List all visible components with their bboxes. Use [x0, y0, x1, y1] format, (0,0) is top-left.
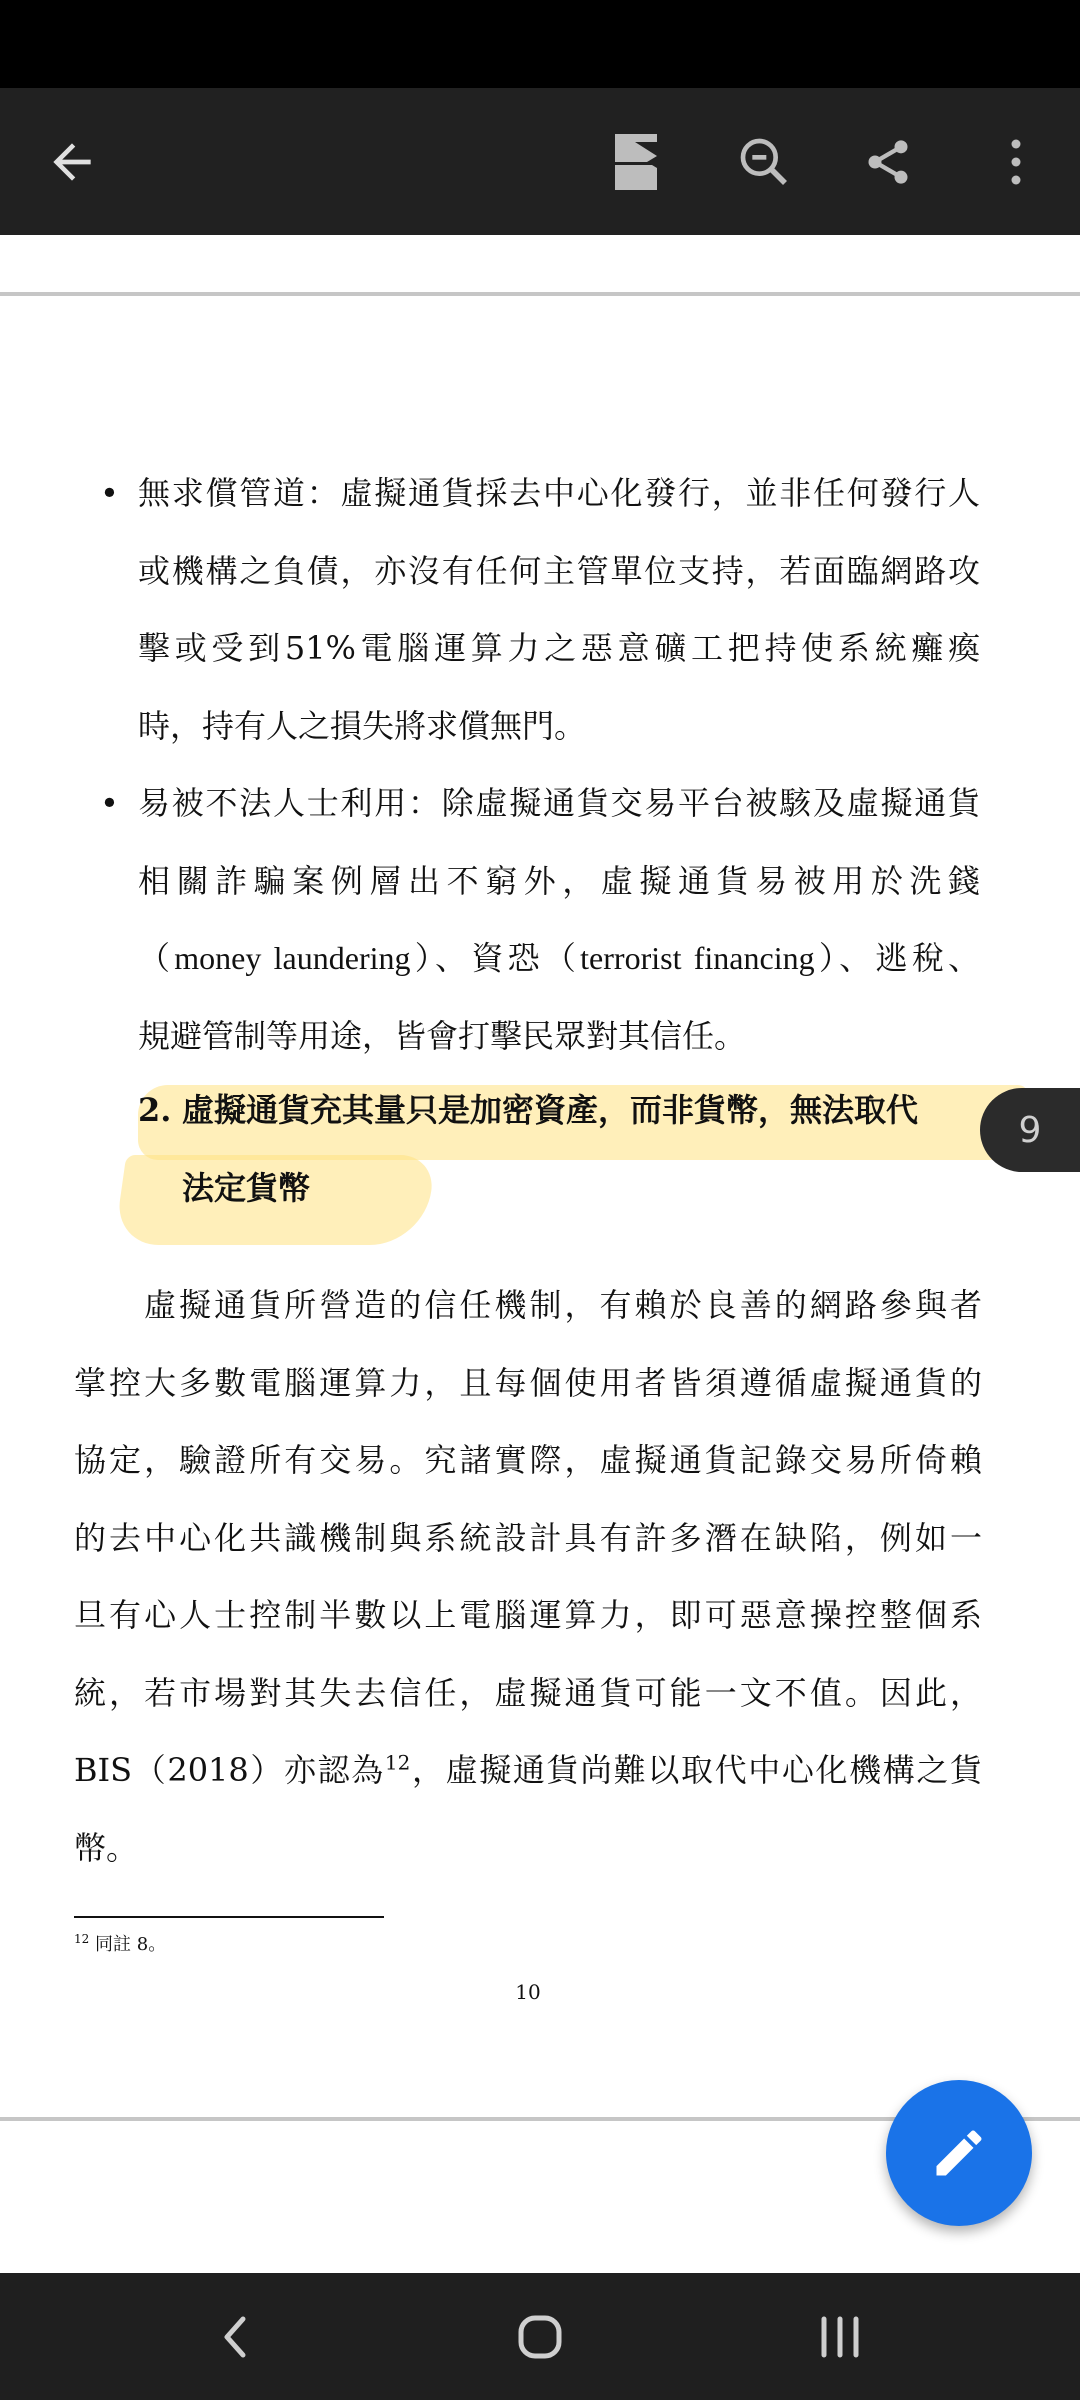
- back-button[interactable]: [12, 88, 132, 235]
- text-line: 虛擬通貨所營造的信任機制，有賴於良善的網路參與者: [144, 1286, 982, 1324]
- search-zoom-icon: [736, 134, 792, 190]
- text-line: 規避管制等用途，皆會打擊民眾對其信任。: [138, 1016, 747, 1055]
- text-line: [74, 1732, 982, 1810]
- text-line: 時，持有人之損失將求償無門。: [138, 706, 587, 745]
- bullet-item-1: [100, 455, 990, 765]
- text-line: 無求償管道：虛擬通貨採去中心化發行，並非任何發行人: [138, 474, 980, 512]
- outline-button[interactable]: [578, 88, 698, 235]
- text-line: 統，若市場對其失去信任，虛擬通貨可能一文不值。因此，: [74, 1673, 982, 1712]
- bullet-text: [138, 455, 980, 765]
- text-line: 的去中心化共識機制與系統設計具有許多潛在缺陷，例如一: [74, 1518, 982, 1557]
- more-options-button[interactable]: [956, 88, 1076, 235]
- footnote-reference[interactable]: 12: [384, 1750, 411, 1775]
- nav-back-button[interactable]: [135, 2273, 335, 2400]
- page-number: 10: [515, 1980, 541, 2004]
- bullet-dot: •: [100, 784, 119, 822]
- text-line: 或機構之負債，亦沒有任何主管單位支持，若面臨網路攻: [138, 551, 980, 590]
- page-separator-top: [0, 292, 1080, 296]
- bullet-item-2: [100, 765, 990, 1075]
- nav-recents-icon: [816, 2313, 864, 2361]
- text-line: 易被不法人士利用：除虛擬通貨交易平台被駭及虛擬通貨: [138, 784, 980, 822]
- text-fragment: ，虛擬通貨尚難以取代中心化機構之貨: [410, 1751, 982, 1789]
- footnote-mark: 12: [74, 1932, 90, 1946]
- page-indicator[interactable]: 9: [980, 1088, 1080, 1172]
- text-fragment: BIS（2018）亦認為: [74, 1751, 385, 1789]
- heading-line: 法定貨幣: [182, 1168, 311, 1207]
- nav-home-icon: [516, 2313, 564, 2361]
- text-line: （money laundering）、資恐（terrorist financing）、逃稅、: [138, 940, 980, 976]
- more-vert-icon: [1006, 134, 1026, 190]
- search-button[interactable]: [704, 88, 824, 235]
- status-bar: [0, 0, 1080, 88]
- nav-recents-button[interactable]: [740, 2273, 940, 2400]
- document-outline-icon: [615, 134, 661, 190]
- app-bar: [0, 88, 1080, 235]
- body-paragraph: [74, 1267, 982, 1887]
- share-button[interactable]: [828, 88, 948, 235]
- text-line: 擊或受到51%電腦運算力之惡意礦工把持使系統癱瘓: [138, 629, 980, 667]
- text-line: 幣。: [74, 1828, 139, 1867]
- nav-home-button[interactable]: [440, 2273, 640, 2400]
- share-icon: [862, 136, 914, 188]
- heading-line: 虛擬通貨充其量只是加密資產，而非貨幣，無法取代: [182, 1091, 919, 1129]
- footnote-text: 同註 8。: [95, 1934, 167, 1955]
- text-line: 協定，驗證所有交易。究諸實際，虛擬通貨記錄交易所倚賴: [74, 1441, 982, 1479]
- text-line: 掌控大多數電腦運算力，且每個使用者皆須遵循虛擬通貨的: [74, 1363, 982, 1402]
- heading-number: 2.: [138, 1091, 172, 1129]
- edit-fab-button[interactable]: [886, 2080, 1032, 2226]
- bullet-dot: •: [100, 474, 119, 512]
- footnote-divider: [74, 1916, 384, 1918]
- footnote: [74, 1930, 166, 1956]
- section-heading: [138, 1072, 988, 1227]
- document-viewer[interactable]: [0, 235, 1080, 2273]
- system-navigation-bar: [0, 2273, 1080, 2400]
- arrow-back-icon: [44, 134, 100, 190]
- bullet-text: [138, 765, 980, 1075]
- nav-back-icon: [215, 2313, 255, 2361]
- text-line: 相關詐騙案例層出不窮外，虛擬通貨易被用於洗錢: [138, 861, 980, 900]
- text-line: 旦有心人士控制半數以上電腦運算力，即可惡意操控整個系: [74, 1596, 982, 1634]
- edit-pencil-icon: [929, 2123, 989, 2183]
